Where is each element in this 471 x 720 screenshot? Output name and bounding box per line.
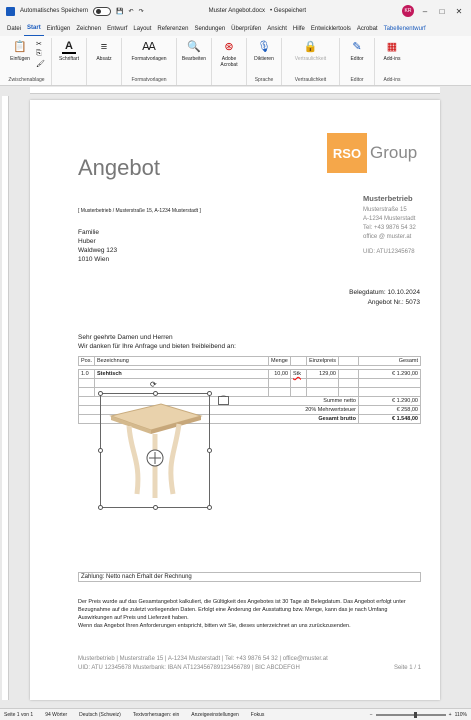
addins-group: ▦ Add-ins Add-ins (375, 38, 409, 85)
styles-icon: Ꜳ (142, 41, 156, 53)
ribbon (0, 36, 471, 86)
logo: RSO Group (327, 133, 437, 173)
search-icon: 🔍 (187, 41, 201, 53)
addins-button[interactable]: ▦ Add-ins (383, 41, 401, 62)
sender-line: [ Musterbetrieb / Musterstraße 15, A-1234 Musterstadt ] (78, 208, 201, 214)
copy-icon[interactable]: ⎘ (36, 50, 42, 57)
rotate-icon[interactable]: ⟳ (150, 380, 157, 389)
undo-icon[interactable]: ↶ (128, 8, 134, 15)
title-bar (0, 0, 471, 22)
payment-terms: Zahlung: Netto nach Erhalt der Rechnung (78, 572, 421, 582)
tab-datei[interactable]: Datei (7, 26, 22, 32)
styles-group: Ꜳ Formatvorlagen Formatvorlagen (122, 38, 177, 85)
layout-options-icon[interactable]: ⌒ (218, 396, 229, 405)
zoom-out-icon[interactable]: − (369, 711, 373, 718)
cut-icon[interactable]: ✂ (36, 41, 42, 48)
confidential-button[interactable]: 🔒 Vertraulichkeit (294, 41, 327, 62)
voice-group: 🎙 Diktieren Sprache (247, 38, 282, 85)
word-count[interactable]: 94 Wörter (45, 711, 68, 718)
clipboard-group: 📋 Einfügen ✂ ⎘ 🖌 Zwischenablage (2, 38, 52, 85)
tab-einfügen[interactable]: Einfügen (46, 26, 71, 32)
lock-icon: 🔒 (303, 41, 318, 53)
file-name[interactable]: Muster Angebot.docx (208, 8, 265, 14)
editor-button[interactable]: ✎ Editor (350, 41, 364, 62)
font-color-icon: A (62, 40, 76, 54)
offer-note: Der Preis wurde auf das Gesamtangebot kalkuliert, die Gültigkeit des Angebotes ist 30 Tage ab Belegdatum. Das Angebot erfolgt unter Bezugnahme auf die zuletzt vorliegenden Daten. Erfolgt eine Änderung der Ausstattung bzw. Menge, kann das je nach Umfang Auswirkungen auf Preis und Lieferzeit haben. Wenn das Angebot Ihren Anforderungen entspricht, bitten wir Sie, dieses unterzeichnet an uns zurückzusenden. (78, 599, 406, 629)
zoom-level[interactable]: 110% (454, 711, 467, 718)
acrobat-button[interactable]: ⊛ Adobe Acrobat (220, 41, 238, 68)
edit-group (177, 38, 212, 85)
tab-entwurf[interactable]: Entwurf (107, 26, 128, 32)
tab-zeichnen[interactable]: Zeichnen (76, 26, 102, 32)
greeting: Sehr geehrte Damen und Herren Wir danken für Ihre Anfrage und bieten freibleibend an: (78, 334, 236, 350)
table-image (101, 394, 209, 507)
confidential-group: 🔒 Vertraulichkeit Vertraulichkeit (282, 38, 340, 85)
editor-icon: ✎ (352, 41, 362, 53)
vertical-ruler[interactable] (2, 96, 9, 700)
product-image[interactable] (100, 380, 227, 508)
acrobat-icon: ⊛ (224, 41, 234, 53)
saved-status[interactable]: • Gespeichert (269, 8, 307, 14)
tab-ansicht[interactable]: Ansicht (267, 26, 287, 32)
table-row[interactable]: 1.0 Stehtisch 10,00 Stk 129,00 € 1.290,00 (79, 370, 421, 379)
avatar[interactable]: KR (402, 5, 414, 17)
gross-row: Gesamt brutto € 1.548,00 (79, 415, 421, 424)
display-settings[interactable]: Anzeigeeinstellungen (191, 711, 239, 718)
vat-row: 20% Mehrwertsteuer € 258,00 (79, 406, 421, 415)
addins-icon: ▦ (386, 41, 398, 53)
page-footer: Musterbetrieb | Musterstraße 15 | A-1234 Musterstadt | Tel: +43 9876 54 32 | office@muster.at UID: ATU 12345678 Musterbank: IBAN AT123456789123456789 | BIC ABCDEFGH Seite 1 / 1 (78, 656, 421, 671)
zoom-in-icon[interactable]: + (448, 711, 452, 718)
microphone-icon: 🎙 (257, 41, 271, 53)
page-title: Angebot (78, 155, 160, 180)
tab-hilfe[interactable]: Hilfe (292, 26, 305, 32)
tab-acrobat[interactable]: Acrobat (356, 26, 378, 32)
autosave-label: Automatisches Speichern (20, 8, 89, 14)
dictate-button[interactable]: 🎙 Diktieren (254, 41, 274, 62)
paste-icon: 📋 (13, 41, 27, 53)
paragraph-button[interactable]: ≡ Absatz (96, 41, 112, 62)
paste-button[interactable]: 📋 Einfügen (10, 41, 30, 62)
paragraph-icon: ≡ (100, 41, 108, 53)
font-group (52, 38, 87, 85)
redo-icon[interactable]: ↷ (138, 8, 144, 15)
horizontal-ruler[interactable] (30, 87, 440, 94)
document-page[interactable] (30, 100, 440, 700)
tab-sendungen[interactable]: Sendungen (194, 26, 226, 32)
zoom-control[interactable] (370, 712, 467, 718)
format-painter-icon[interactable]: 🖌 (36, 61, 45, 68)
acrobat-group (212, 38, 247, 85)
sum-net-row: Summe netto € 1.290,00 (79, 397, 421, 406)
edit-button[interactable]: 🔍 Bearbeiten (181, 41, 207, 62)
font-button[interactable]: A Schriftart (58, 40, 79, 62)
tab-tabellenentwurf[interactable]: Tabellenentwurf (383, 26, 426, 32)
save-icon[interactable]: 💾 (116, 8, 124, 15)
maximize-icon[interactable]: □ (439, 6, 445, 16)
text-prediction[interactable]: Textvorhersagen: ein (132, 711, 180, 718)
tab-referenzen[interactable]: Referenzen (157, 26, 189, 32)
page-count[interactable]: Seite 1 von 1 (4, 711, 34, 718)
zoom-slider[interactable] (376, 714, 446, 716)
word-icon (6, 7, 15, 16)
table-header: Pos. Bezeichnung Menge Einzelpreis Gesamt (79, 357, 421, 366)
tab-start[interactable]: Start (24, 21, 44, 37)
styles-button[interactable]: Ꜳ Formatvorlagen (131, 41, 167, 62)
editor-group: ✎ Editor Editor (340, 38, 375, 85)
autosave-toggle[interactable] (93, 7, 111, 16)
status-bar (0, 708, 471, 720)
tab-entwicklertools[interactable]: Entwicklertools (310, 26, 351, 32)
minimize-icon[interactable]: – (422, 6, 428, 16)
ribbon-tabs (0, 22, 471, 36)
company-info: Musterbetrieb Musterstraße 15 A-1234 Musterstadt Tel: +43 9876 54 32 office @ muster.at UID: ATU12345678 (363, 194, 416, 255)
tab-layout[interactable]: Layout (133, 26, 152, 32)
recipient-address: Familie Huber Waldweg 123 1010 Wien (78, 229, 118, 263)
language[interactable]: Deutsch (Schweiz) (79, 711, 121, 718)
focus-button[interactable]: Fokus (250, 711, 265, 718)
tab-überprüfen[interactable]: Überprüfen (231, 26, 262, 32)
paragraph-group (87, 38, 122, 85)
close-icon[interactable]: ✕ (455, 6, 463, 16)
document-dates: Belegdatum: 10.10.2024 Angebot Nr.: 5073 (349, 289, 420, 306)
